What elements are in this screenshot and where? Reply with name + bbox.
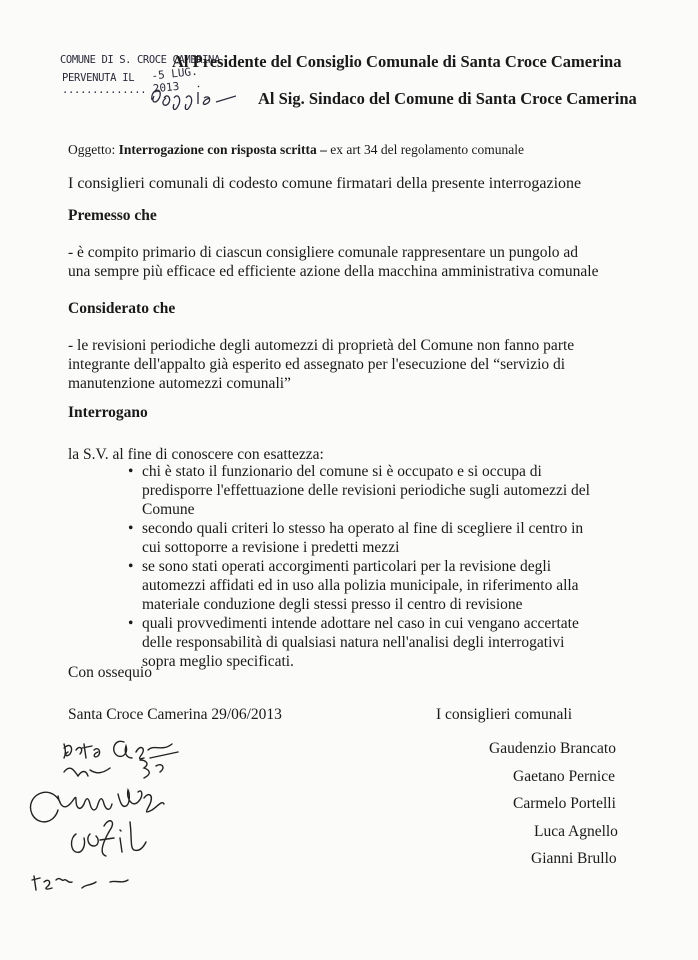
question-line: se sono stati operati accorgimenti particolari per la revisione degli <box>142 558 552 575</box>
handwritten-signatures <box>20 730 220 900</box>
subject-title: Interrogazione con risposta scritta – <box>118 142 327 157</box>
place-and-date: Santa Croce Camerina 29/06/2013 <box>68 706 282 723</box>
subject-label: Oggetto: <box>68 142 116 157</box>
question-line: sopra meglio specificati. <box>142 653 294 670</box>
considerato-line: integrante dell'appalto già esperito ed assegnato per l'esecuzione del “servizio di <box>68 356 566 373</box>
question-item <box>120 614 600 671</box>
question-item <box>120 557 600 614</box>
question-line: Comune <box>142 501 195 518</box>
signature-stroke <box>64 760 163 778</box>
considerato-line: - le revisioni periodiche degli automezzi di proprietà del Comune non fanno parte <box>68 337 575 354</box>
bullet-icon: • <box>128 558 134 575</box>
signer-name: Gaudenzio Brancato <box>489 740 616 757</box>
stamp-date: -5 LUG. 2013 <box>150 64 199 96</box>
addressee-mayor: Al Sig. Sindaco del Comune di Santa Croce Camerina <box>258 89 637 108</box>
subject-line <box>68 142 524 158</box>
signature-stroke <box>64 744 100 758</box>
bullet-icon: • <box>128 463 134 480</box>
premesso-heading: Premesso che <box>68 207 157 224</box>
question-item <box>120 519 600 557</box>
bullet-icon: • <box>128 615 134 632</box>
question-line: predisporre l'effettuazione delle revisioni periodiche sugli automezzi del <box>142 482 590 499</box>
signature-stroke <box>72 821 147 856</box>
signer-name: Gianni Brullo <box>531 850 617 867</box>
signer-name: Luca Agnello <box>534 823 618 840</box>
signature-stroke <box>32 876 128 890</box>
question-item <box>120 462 600 519</box>
signer-name: Carmelo Portelli <box>513 795 616 812</box>
stamp-line-1: COMUNE DI S. CROCE CAMERINA <box>60 54 220 66</box>
signers-title: I consiglieri comunali <box>436 706 573 723</box>
question-line: quali provvedimenti intende adottare nel caso in cui vengano accertate <box>142 615 579 632</box>
stamp-line-2: PERVENUTA IL .............. <box>62 72 147 96</box>
intro-text: I consiglieri comunali di codesto comune firmatari della presente interrogazione <box>68 175 582 192</box>
question-line: delle responsabilità di qualsiasi natura nell'analisi degli interrogativi <box>142 634 565 651</box>
question-line: cui sottoporre a revisione i predetti mezzi <box>142 539 400 556</box>
subject-rest: ex art 34 del regolamento comunale <box>326 142 525 157</box>
question-list <box>120 462 600 671</box>
premesso-line: - è compito primario di ciascun consigliere comunale rappresentare un pungolo ad <box>68 244 579 261</box>
interrogano-heading: Interrogano <box>68 404 148 421</box>
question-line: chi è stato il funzionario del comune si è occupato e si occupa di <box>142 463 542 480</box>
premesso-line: una sempre più efficace ed efficiente azione della macchina amministrativa comunale <box>68 263 599 280</box>
considerato-line: manutenzione automezzi comunali” <box>68 375 291 392</box>
signature-stroke <box>114 741 178 758</box>
signature-stroke <box>30 790 164 822</box>
signer-name: Gaetano Pernice <box>513 768 615 785</box>
addressee-president: Al Presidente del Consiglio Comunale di Santa Croce Camerina <box>172 52 622 71</box>
stamp-handwriting-icon <box>146 80 236 110</box>
interrogano-intro: la S.V. al fine di conoscere con esattezza: <box>68 446 324 463</box>
question-line: secondo quali criteri lo stesso ha operato al fine di scegliere il centro in <box>142 520 584 537</box>
closing-salutation: Con ossequio <box>68 664 152 681</box>
question-line: materiale conduzione degli stessi presso il centro di revisione <box>142 596 523 613</box>
bullet-icon: • <box>128 520 134 537</box>
question-line: automezzi affidati ed in uso alla polizia municipale, in riferimento alla <box>142 577 579 594</box>
considerato-heading: Considerato che <box>68 300 176 317</box>
